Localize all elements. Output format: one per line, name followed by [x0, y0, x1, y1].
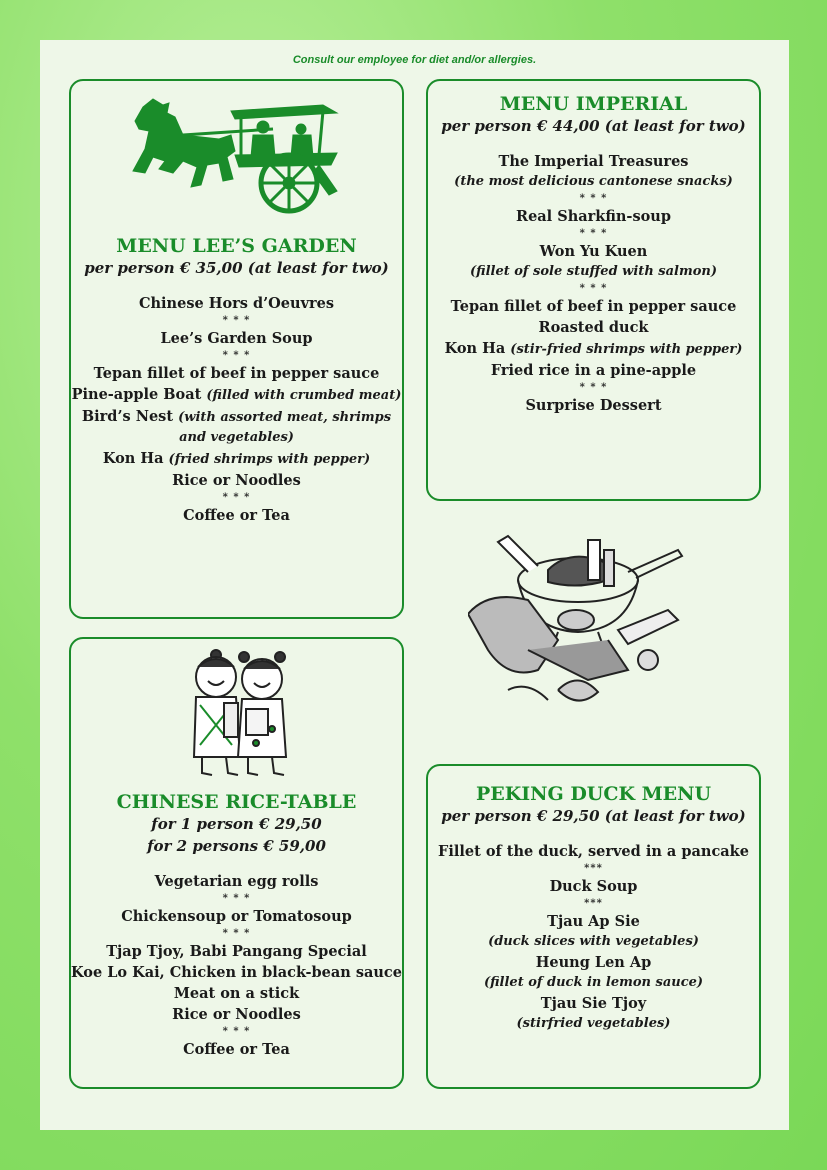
- dish-name: Rice or Noodles: [172, 1006, 301, 1023]
- dish-item: [428, 952, 759, 973]
- dish-name: Tjau Ap Sie: [547, 913, 640, 930]
- menu-price: per person € 35,00 (at least for two): [84, 259, 389, 277]
- dish-item: [428, 876, 759, 897]
- dish-item: [71, 363, 402, 384]
- menu-title: MENU IMPERIAL: [499, 93, 688, 115]
- dish-name: Roasted duck: [538, 319, 649, 336]
- dish-name: Coffee or Tea: [183, 507, 290, 524]
- dish-item: [71, 384, 402, 406]
- menu-rice-table: [69, 637, 404, 1089]
- dish-item: [428, 317, 759, 338]
- menu-title: PEKING DUCK MENU: [475, 783, 712, 805]
- dish-name: Pine-apple Boat: [71, 386, 207, 403]
- dish-description: (fillet of sole stuffed with salmon): [469, 264, 718, 279]
- menu-price-two: for 2 persons € 59,00: [147, 837, 326, 855]
- dish-name: Vegetarian egg rolls: [154, 873, 319, 890]
- dish-item: [428, 395, 759, 416]
- menu-items: [428, 151, 759, 416]
- course-separator: * * *: [222, 893, 251, 904]
- dish-item: [71, 906, 402, 927]
- dish-item: [428, 911, 759, 932]
- dish-name: Tepan fillet of beef in pepper sauce: [93, 365, 380, 382]
- dish-item: [428, 338, 759, 360]
- dish-description: (the most delicious cantonese snacks): [454, 174, 733, 189]
- dish-description: (duck slices with vegetables): [488, 934, 699, 949]
- dish-item: [71, 962, 402, 983]
- course-separator: * * *: [222, 315, 251, 326]
- dish-name: Surprise Dessert: [525, 397, 662, 414]
- dish-item: [428, 841, 759, 862]
- course-separator: * * *: [579, 193, 608, 204]
- course-separator: * * *: [222, 1026, 251, 1037]
- menu-items: [71, 293, 402, 526]
- dish-item: [71, 406, 402, 428]
- dish-description: and vegetables): [179, 430, 294, 445]
- dish-name: Tepan fillet of beef in pepper sauce: [450, 298, 737, 315]
- horse-carriage-illustration: [123, 95, 353, 215]
- dish-item: [71, 983, 402, 1004]
- course-separator: * * *: [222, 492, 251, 503]
- course-separator: ***: [584, 898, 603, 909]
- menu-items: [71, 871, 402, 1060]
- dish-name: Duck Soup: [549, 878, 638, 895]
- dish-name: Heung Len Ap: [535, 954, 652, 971]
- dish-note: (with assorted meat, shrimps: [178, 410, 392, 425]
- dish-name: Kon Ha: [102, 450, 169, 467]
- course-separator: * * *: [579, 228, 608, 239]
- dish-name: Real Sharkfin-soup: [516, 208, 671, 225]
- dish-item: [428, 206, 759, 227]
- dish-name: Fillet of the duck, served in a pancake: [438, 843, 749, 860]
- dish-name: Bird’s Nest: [81, 408, 179, 425]
- dish-item: [71, 448, 402, 470]
- dish-name: Chinese Hors d’Oeuvres: [138, 295, 335, 312]
- dish-name: Won Yu Kuen: [539, 243, 648, 260]
- dish-item: [428, 296, 759, 317]
- dish-item: [71, 505, 402, 526]
- dish-name: Tjap Tjoy, Babi Pangang Special: [106, 943, 367, 960]
- menu-page: [40, 40, 789, 1130]
- menu-items: [428, 841, 759, 1034]
- dish-item: [71, 941, 402, 962]
- dish-item: [428, 993, 759, 1014]
- dish-name: Meat on a stick: [173, 985, 300, 1002]
- allergy-notice: Consult our employee for diet and/or allergies.: [292, 54, 537, 66]
- dish-item: [71, 1039, 402, 1060]
- dish-item: [428, 151, 759, 172]
- menu-title: CHINESE RICE-TABLE: [116, 791, 357, 813]
- dish-item: [71, 871, 402, 892]
- course-separator: ***: [584, 863, 603, 874]
- dish-name: Tjau Sie Tjoy: [540, 995, 647, 1012]
- dish-description: (stirfried vegetables): [516, 1016, 671, 1031]
- menu-price: per person € 29,50 (at least for two): [441, 807, 746, 825]
- dish-item: [71, 1004, 402, 1025]
- dish-name: Chickensoup or Tomatosoup: [121, 908, 352, 925]
- dish-item: [428, 360, 759, 381]
- dish-name: Kon Ha: [444, 340, 511, 357]
- dish-note: (filled with crumbed meat): [206, 388, 402, 403]
- menu-imperial: [426, 79, 761, 501]
- menu-peking-duck: [426, 764, 761, 1089]
- dish-name: Fried rice in a pine-apple: [490, 362, 697, 379]
- menu-price-one: for 1 person € 29,50: [151, 815, 322, 833]
- dish-name: Koe Lo Kai, Chicken in black-bean sauce: [71, 964, 402, 981]
- dish-note: (stir-fried shrimps with pepper): [510, 342, 743, 357]
- dish-item: [71, 293, 402, 314]
- dish-description: (fillet of duck in lemon sauce): [483, 975, 704, 990]
- dish-name: Rice or Noodles: [172, 472, 301, 489]
- menu-lees-garden: [69, 79, 404, 619]
- menu-title: MENU LEE’S GARDEN: [116, 235, 357, 257]
- dish-name: Lee’s Garden Soup: [160, 330, 313, 347]
- course-separator: * * *: [579, 382, 608, 393]
- dish-note: (fried shrimps with pepper): [168, 452, 371, 467]
- menu-price: per person € 44,00 (at least for two): [441, 117, 746, 135]
- course-separator: * * *: [222, 928, 251, 939]
- course-separator: * * *: [579, 283, 608, 294]
- course-separator: * * *: [222, 350, 251, 361]
- dish-name: The Imperial Treasures: [498, 153, 689, 170]
- dish-name: Coffee or Tea: [183, 1041, 290, 1058]
- dish-item: [428, 241, 759, 262]
- dish-item: [71, 328, 402, 349]
- wok-cooking-illustration: [468, 520, 708, 730]
- dish-item: [71, 470, 402, 491]
- children-illustration: [176, 645, 296, 785]
